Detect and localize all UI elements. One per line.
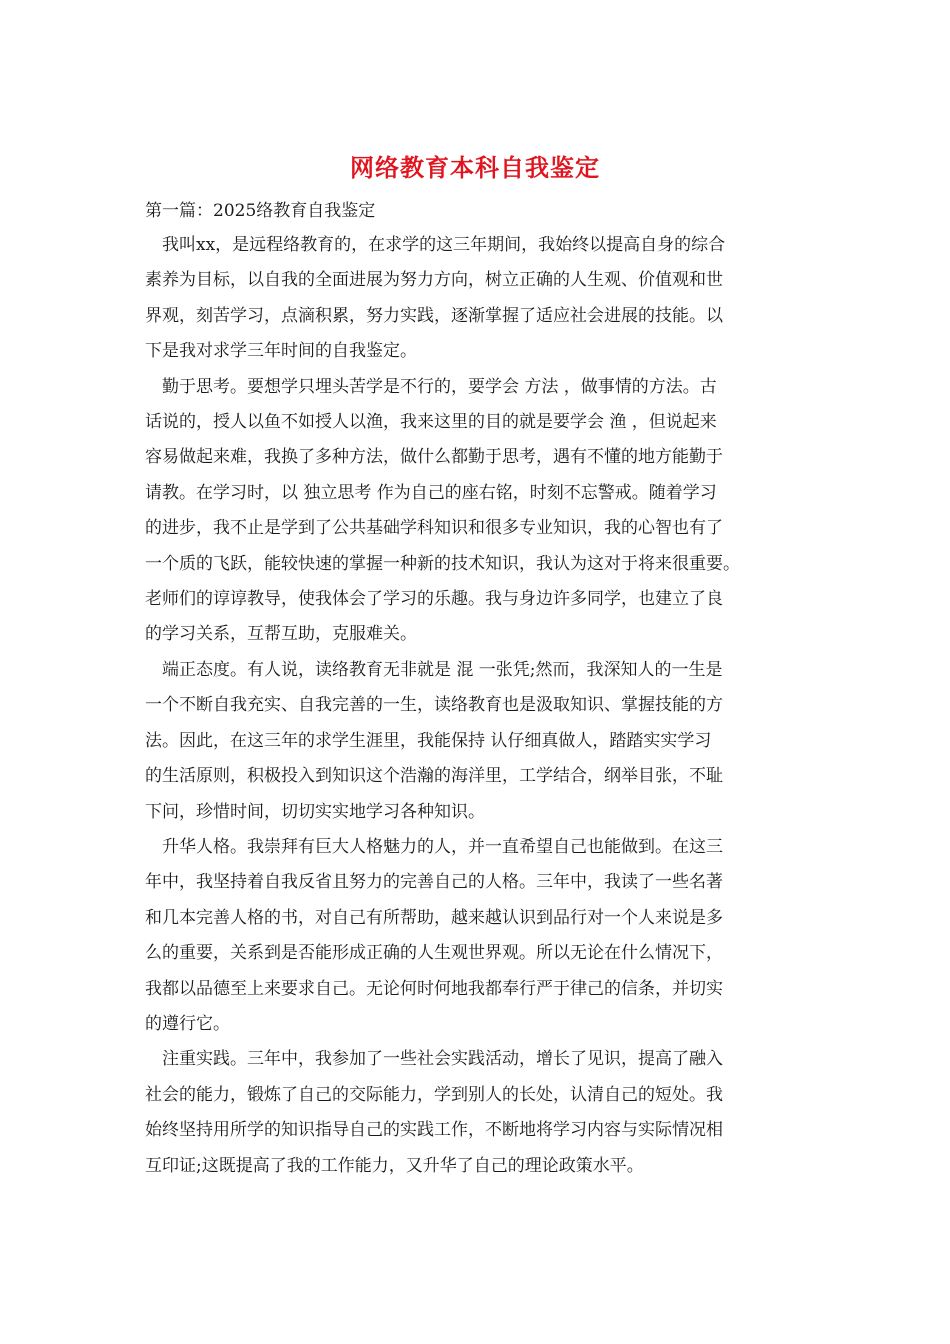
paragraph-line: 么的重要，关系到是否能形成正确的人生观世界观。所以无论在什么情况下， xyxy=(145,943,723,964)
paragraph-line: 话说的，授人以鱼不如授人以渔，我来这里的目的就是要学会 渔 ，但说起来 xyxy=(145,412,717,433)
paragraph-line: 法。因此，在这三年的求学生涯里，我能保持 认仔细真做人，踏踏实实学习 xyxy=(145,730,712,751)
paragraph-line: 的遵行它。 xyxy=(145,1013,230,1034)
paragraph-line: 始终坚持用所学的知识指导自己的实践工作，不断地将学习内容与实际情况相 xyxy=(145,1120,723,1141)
paragraph-line: 注重实践。三年中，我参加了一些社会实践活动，增长了见识，提高了融入 xyxy=(162,1049,723,1070)
document-body xyxy=(145,228,805,1184)
paragraph-line: 互印证;这既提高了我的工作能力，又升华了自己的理论政策水平。 xyxy=(145,1155,644,1176)
paragraph xyxy=(145,370,805,653)
paragraph-line: 升华人格。我崇拜有巨大人格魅力的人，并一直希望自己也能做到。在这三 xyxy=(162,836,723,857)
paragraph-line: 的进步，我不止是学到了公共基础学科知识和很多专业知识，我的心智也有了 xyxy=(145,518,723,539)
paragraph-line: 勤于思考。要想学只埋头苦学是不行的，要学会 方法 ，做事情的方法。古 xyxy=(162,376,717,397)
document-title: 网络教育本科自我鉴定 xyxy=(350,153,600,182)
paragraph-line: 的学习关系，互帮互助，克服难关。 xyxy=(145,624,417,645)
paragraph-line: 老师们的谆谆教导，使我体会了学习的乐趣。我与身边许多同学，也建立了良 xyxy=(145,589,723,610)
paragraph-line: 下是我对求学三年时间的自我鉴定。 xyxy=(145,341,417,362)
paragraph-line: 素养为目标，以自我的全面进展为努力方向，树立正确的人生观、价值观和世 xyxy=(145,270,723,291)
paragraph-line: 社会的能力，锻炼了自己的交际能力，学到别人的长处，认清自己的短处。我 xyxy=(145,1084,723,1105)
paragraph-line: 我都以品德至上来要求自己。无论何时何地我都奉行严于律己的信条，并切实 xyxy=(145,978,723,999)
paragraph-line: 和几本完善人格的书，对自己有所帮助，越来越认识到品行对一个人来说是多 xyxy=(145,907,723,928)
paragraph xyxy=(145,830,805,1042)
paragraph xyxy=(145,1042,805,1184)
paragraph-line: 一个质的飞跃，能较快速的掌握一种新的技术知识，我认为这对于将来很重要。 xyxy=(145,553,740,574)
paragraph-line: 界观，刻苦学习，点滴积累，努力实践，逐渐掌握了适应社会进展的技能。以 xyxy=(145,305,723,326)
paragraph-line: 的生活原则，积极投入到知识这个浩瀚的海洋里，工学结合，纲举目张，不耻 xyxy=(145,766,723,787)
paragraph-line: 下问，珍惜时间，切切实实地学习各种知识。 xyxy=(145,801,485,822)
paragraph xyxy=(145,653,805,830)
paragraph-line: 一个不断自我充实、自我完善的一生，读络教育也是汲取知识、掌握技能的方 xyxy=(145,695,723,716)
paragraph-line: 请教。在学习时，以 独立思考 作为自己的座右铭，时刻不忘警戒。随着学习 xyxy=(145,482,717,503)
paragraph-line: 我叫xx，是远程络教育的，在求学的这三年期间，我始终以提高自身的综合 xyxy=(162,235,726,255)
paragraph xyxy=(145,228,805,370)
paragraph-line: 年中，我坚持着自我反省且努力的完善自己的人格。三年中，我读了一些名著 xyxy=(145,872,723,893)
section-heading: 第一篇：2025络教育自我鉴定 xyxy=(145,201,376,221)
paragraph-line: 端正态度。有人说，读络教育无非就是 混 一张凭;然而，我深知人的一生是 xyxy=(162,659,723,680)
paragraph-line: 容易做起来难，我换了多种方法，做什么都勤于思考，遇有不懂的地方能勤于 xyxy=(145,447,723,468)
